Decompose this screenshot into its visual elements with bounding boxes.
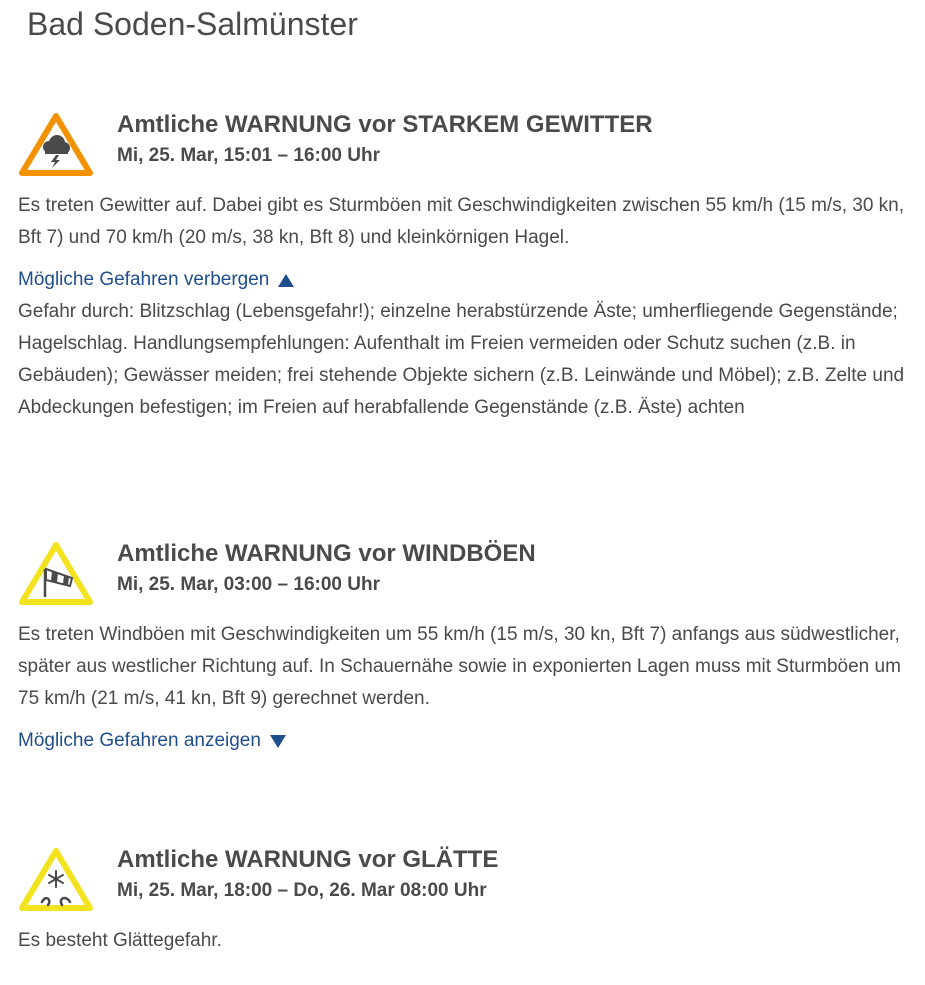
- warning-header: [18, 845, 908, 925]
- warning-thunderstorm: [18, 110, 908, 424]
- hazards-text: Gefahr durch: Blitzschlag (Lebensgefahr!); einzelne herabstürzende Äste; umherfliegende Gegenstände; Hagelschlag. Handlungsempfehlungen: Aufenthalt im Freien vermeiden oder Schutz suchen (z.B. in Gebäuden); Gewässer meiden; frei stehende Objekte sichern (z.B. Leinwände und Möbel); z.B. Zelte und Abdeckungen befestigen; im Freien auf herabfallende Gegenstände (z.B. Äste) achten: [18, 301, 905, 418]
- thunderstorm-warning-icon: [18, 110, 94, 178]
- warning-description: Es besteht Glättegefahr.: [18, 930, 222, 951]
- warning-description: Es treten Gewitter auf. Dabei gibt es Sturmböen mit Geschwindigkeiten zwischen 55 km/h (15 m/s, 30 kn, Bft 7) und 70 km/h (20 m/s, 38 kn, Bft 8) und kleinkörnigen Hagel.: [18, 195, 905, 248]
- warning-header: [18, 539, 908, 619]
- warning-description: Es treten Windböen mit Geschwindigkeiten um 55 km/h (15 m/s, 30 kn, Bft 7) anfangs aus südwestlicher, später aus westlicher Richtung auf. In Schauernähe sowie in exponierten Lagen muss mit Sturmböen um 75 km/h (21 m/s, 41 kn, Bft 9) gerechnet werden.: [18, 624, 901, 709]
- warning-time: Mi, 25. Mar, 03:00 – 16:00 Uhr: [117, 574, 380, 595]
- warning-header: [18, 110, 908, 190]
- warning-wind-gusts: [18, 539, 908, 757]
- warning-title: Amtliche WARNUNG vor GLÄTTE: [117, 846, 499, 873]
- warning-time: Mi, 25. Mar, 18:00 – Do, 26. Mar 08:00 Uhr: [117, 880, 487, 901]
- warning-title: Amtliche WARNUNG vor WINDBÖEN: [117, 540, 536, 567]
- warning-time: Mi, 25. Mar, 15:01 – 16:00 Uhr: [117, 145, 380, 166]
- triangle-down-icon: [269, 734, 287, 749]
- warning-ice: [18, 845, 908, 957]
- warning-title: Amtliche WARNUNG vor STARKEM GEWITTER: [117, 111, 653, 138]
- toggle-label: Mögliche Gefahren verbergen: [18, 269, 270, 290]
- wind-gust-warning-icon: [18, 539, 94, 607]
- toggle-label: Mögliche Gefahren anzeigen: [18, 730, 261, 751]
- hide-hazards-toggle[interactable]: [18, 264, 295, 296]
- ice-warning-icon: [18, 845, 94, 913]
- show-hazards-toggle[interactable]: [18, 725, 287, 757]
- page-title: Bad Soden-Salmünster: [27, 6, 358, 42]
- triangle-up-icon: [277, 273, 295, 288]
